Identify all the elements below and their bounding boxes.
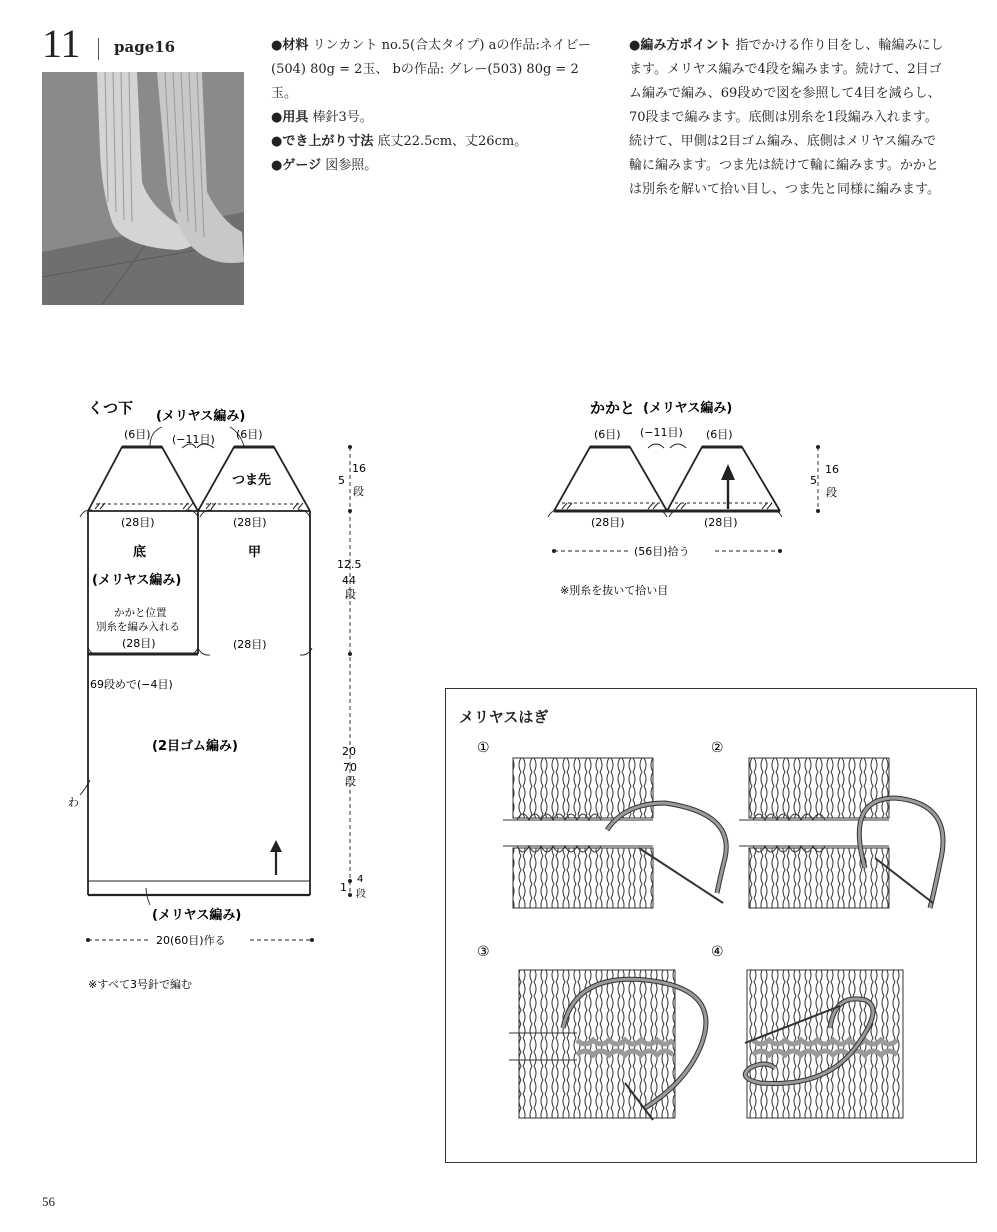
heel-width: (28目) <box>122 637 156 650</box>
sock-top-stitch: (メリヤス編み) <box>156 409 246 424</box>
heel-direction-arrow <box>721 464 735 509</box>
rib-label: (2目ゴム編み) <box>152 739 238 754</box>
toe-label: つま先 <box>232 473 272 488</box>
heel-top-left: (6目) <box>594 428 621 441</box>
dim-foot-unit: 段 <box>345 588 356 601</box>
step-2-illustration <box>739 758 943 908</box>
points-text: 指でかける作り目をし、輪編みにします。メリヤス編みで4段を編みます。続けて、2目ゴム編みで編み、69段めで図を参照して4目を減らし、70段まで編みます。底側は別糸を1段編み入れます。続けて、甲側は2目ゴム編み、底側はメリヤス編みで輪に編みます。つま先は続けて輪に編みます。かかとは別糸を解いて拾い目し、つま先と同様に編みます。 <box>629 38 944 197</box>
heel-top-right: (6目) <box>706 428 733 441</box>
instep-label: 甲 <box>248 545 262 560</box>
gauge-line: ●ゲージ 図参照。 <box>271 158 378 173</box>
heel-title: かかと <box>590 399 636 417</box>
step-3-illustration <box>509 970 706 1120</box>
dim-foot-cm: 12.5 <box>337 558 362 571</box>
row69-note: 69段めで(−4目) <box>90 678 173 691</box>
heel-position-note: 別糸を編み入れる <box>96 621 180 633</box>
grafting-illustrations <box>445 688 977 1163</box>
heel-width-left: (28目) <box>591 516 625 529</box>
dim-cuff-cm: 1 <box>340 881 347 894</box>
sock-width-right: (28目) <box>233 516 267 529</box>
heel-dim-rows: 16 <box>825 463 839 476</box>
dim-toe-unit: 段 <box>353 485 364 498</box>
step-1-illustration <box>503 758 726 908</box>
dim-leg-rows: 70 <box>343 761 357 774</box>
sock-width-left: (28目) <box>121 516 155 529</box>
finished-size-line: ●でき上がり寸法 底丈22.5cm、丈26cm。 <box>271 134 528 149</box>
page-number: 56 <box>42 1194 55 1209</box>
heel-decrease: (−11目) <box>640 426 683 439</box>
sole-label: 底 <box>133 545 147 560</box>
sock-top-left: (6目) <box>124 428 151 441</box>
toe-sole-shape <box>88 447 198 511</box>
step-4-illustration <box>745 970 903 1118</box>
knit-direction-arrow <box>270 840 282 875</box>
cast-on-label: 20(60目)作る <box>156 934 226 947</box>
step-1-label: ① <box>477 740 490 756</box>
materials-line: ●材料 リンカント no.5(合太タイプ) aの作品:ネイビー(504) 80g = 2玉、 bの作品: グレー(503) 80g = 2玉。 <box>271 38 591 101</box>
heel-position: かかと位置 <box>114 607 167 619</box>
dim-leg-unit: 段 <box>345 775 356 788</box>
heel-dim-cm: 5 <box>810 474 817 487</box>
heel-title-stitch: (メリヤス編み) <box>643 401 733 416</box>
dim-cuff-unit: 段 <box>356 889 366 900</box>
points-label: ●編み方ポイント <box>629 38 732 53</box>
dim-toe-rows: 16 <box>352 462 366 475</box>
tools-line: ●用具 棒針3号。 <box>271 110 373 125</box>
heel-note: ※別糸を抜いて拾い目 <box>560 584 669 597</box>
wa-label: わ <box>68 796 79 809</box>
instep-width: (28目) <box>233 638 267 651</box>
dim-foot-rows: 44 <box>342 574 356 587</box>
sock-title: くつ下 <box>88 399 134 417</box>
heel-width-right: (28目) <box>704 516 738 529</box>
dim-leg-cm: 20 <box>342 745 356 758</box>
sock-top-right: (6目) <box>236 428 263 441</box>
dim-toe-cm: 5 <box>338 474 345 487</box>
step-4-label: ④ <box>711 944 724 960</box>
heel-left-shape <box>554 447 667 511</box>
sock-note: ※すべて3号針で編む <box>88 978 192 991</box>
step-3-label: ③ <box>477 944 490 960</box>
sock-decrease: (−11目) <box>172 433 215 446</box>
sole-stitch: (メリヤス編み) <box>92 573 182 588</box>
bottom-stitch: (メリヤス編み) <box>152 908 242 923</box>
heel-pickup: (56目)拾う <box>634 545 690 558</box>
grafting-title: メリヤスはぎ <box>459 708 549 726</box>
pattern-number: 11 <box>42 21 81 66</box>
page-reference: page16 <box>114 38 176 56</box>
step-2-label: ② <box>711 740 724 756</box>
heel-dim-unit: 段 <box>826 486 837 499</box>
dim-cuff-rows: 4 <box>357 874 364 885</box>
